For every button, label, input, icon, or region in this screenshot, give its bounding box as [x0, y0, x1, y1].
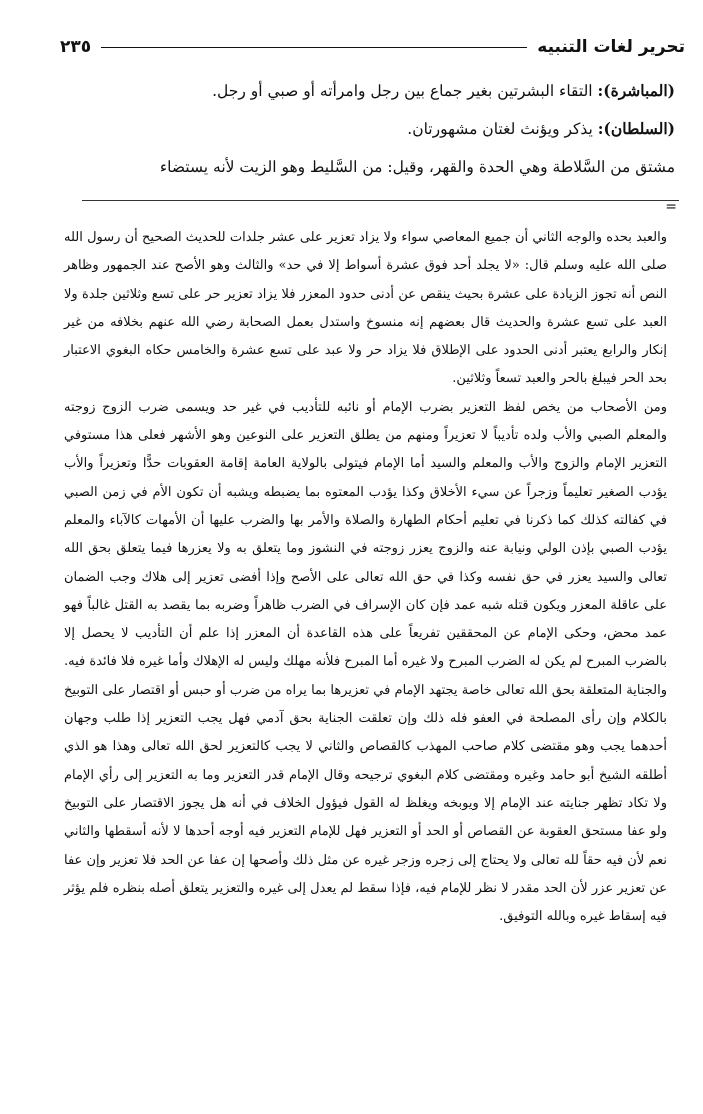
entry-definition: التقاء البشرتين بغير جماع بين رجل وامرأته أو صبي أو رجل.	[212, 82, 598, 100]
entry-term: (السلطان):	[597, 119, 675, 138]
footnote-text	[64, 224, 667, 931]
continuation-line: مشتق من السَّلاطة وهي الحدة والقهر، وقيل: من السَّليط وهو الزيت لأنه يستضاء	[159, 158, 675, 176]
running-header	[60, 34, 685, 60]
footnote-continuation-marker: =	[665, 199, 677, 215]
footnote-paragraph: والعبد بحده والوجه الثاني أن جميع المعاصي سواء ولا يزاد تعزير على عشر جلدات للحديث الصحيح أن رسول الله صلى الله عليه وسلم قال: «لا يجلد أحد فوق عشرة أسواط إلا في حد» والثالث وهو الأصح عند الجمهور وظاهر النص أنه تجوز الزيادة على عشرة بحيث ينقص عن أدنى حدود المعزر فلا يزاد تعزير حر على تسع وثلاثين جلدة ولا العبد على تسع عشرة والحديث قال بعضهم إنه منسوخ واستدل بعمل الصحابة رضي الله عنهم بخلافه من غير إنكار والرابع يعتبر أدنى الحدود على الإطلاق فلا يزاد حر ولا عبد على تسع عشرة والخامس حكاه البغوي الاعتبار بحد الحر فيبلغ بالحر والعبد تسعاً وثلاثين.	[64, 230, 667, 387]
footnote-divider	[82, 200, 679, 201]
running-title: تحرير لغات التنبيه	[537, 37, 685, 57]
entry-sultan	[66, 110, 675, 148]
page-number: ٢٣٥	[60, 37, 92, 57]
entry-mubashara	[66, 72, 675, 110]
main-text	[66, 72, 675, 186]
entry-definition: يذكر ويؤنث لغتان مشهورتان.	[407, 120, 598, 138]
entry-term: (المباشرة):	[597, 81, 675, 100]
footnote-paragraph: والجناية المتعلقة بحق الله تعالى خاصة يجتهد الإمام في تعزيرها بما يراه من ضرب أو حبس أو اقتصار على التوبيخ بالكلام وإن رأى المصلحة في العفو فله ذلك وإن تعلقت الجناية بحق آدمي فهل يجب التعزير إذا طلب وجهان أحدهما يجب وهو مقتضى كلام صاحب المهذب كالقصاص والثاني لا يجب كالتعزير لحق الله تعالى وهذا هو الذي أطلقه الشيخ أبو حامد وغيره ومقتضى كلام البغوي ترجيحه وقال الإمام قدر التعزير وما به التعزير إلى رأي الإمام ولا تكاد تظهر جنايته عند الإمام إلا ويوبخه ويغلظ له القول فيؤول الخلاف في أنه هل يجوز الاقتصار على التوبيخ ولو عفا مستحق العقوبة عن القصاص أو الحد أو التعزير فهل للإمام التعزير فيه أوجه أحدها لا لأنه أسقطها والثاني نعم لأن فيه حقاً لله تعالى ولا يحتاج إلى زجره وزجر غيره عن مثل ذلك وأصحها إن عفا عن الحد فلا تعزير وإن عفا عن تعزير عزر لأن الحد مقدر لا نظر للإمام فيه، فإذا سقط لم يعدل إلى غيره والتعزير يتعلق أصله بنظره فلم يؤثر فيه إسقاط غيره وبالله التوفيق.	[64, 682, 667, 925]
footnote-paragraph: ومن الأصحاب من يخص لفظ التعزير بضرب الإمام أو نائبه للتأديب في غير حد ويسمى ضرب الزوج زوجته والمعلم الصبي والأب ولده تأديباً لا تعزيراً ومنهم من يطلق التعزير على النوعين وهو الأشهر فعلى هذا مستوفي التعزير الإمام والزوج والأب والمعلم والسيد أما الإمام فيتولى بالولاية العامة إقامة العقوبات حدًّا وتعزيراً والأب يؤدب الصغير تعليماً وزجراً عن سيء الأخلاق وكذا يؤدب المعتوه بما يضبطه ويشبه أن تكون الأم في زمن الصبي في كفالته كذلك كما ذكرنا في تعليم أحكام الطهارة والصلاة والأمر بها والضرب عليها أن الأمهات كالآباء والمعلم يؤدب الصبي بإذن الولي ونيابة عنه والزوج يعزر زوجته في النشوز وما يتعلق به ولا يعزرها فيما يتعلق بحق الله تعالى والسيد يعزر في حق نفسه وكذا في حق الله تعالى على الأصح وإذا أفضى تعزير إلى هلاك وجب الضمان على عاقلة المعزر ويكون قتله شبه عمد فإن كان الإسراف في الضرب ظاهراً وضربه بما يقصد به القتل غالباً فهو عمد محض، وحكى الإمام عن المحققين تفريعاً على هذه القاعدة أن المعزر إذا علم أن التأديب لا يحصل إلا بالضرب المبرح لم يكن له الضرب المبرح ولا غيره أما المبرح فلأنه مهلك وليس له الإهلاك وأما غيره فلا فائدة فيه.	[64, 399, 667, 670]
header-rule	[101, 47, 527, 48]
